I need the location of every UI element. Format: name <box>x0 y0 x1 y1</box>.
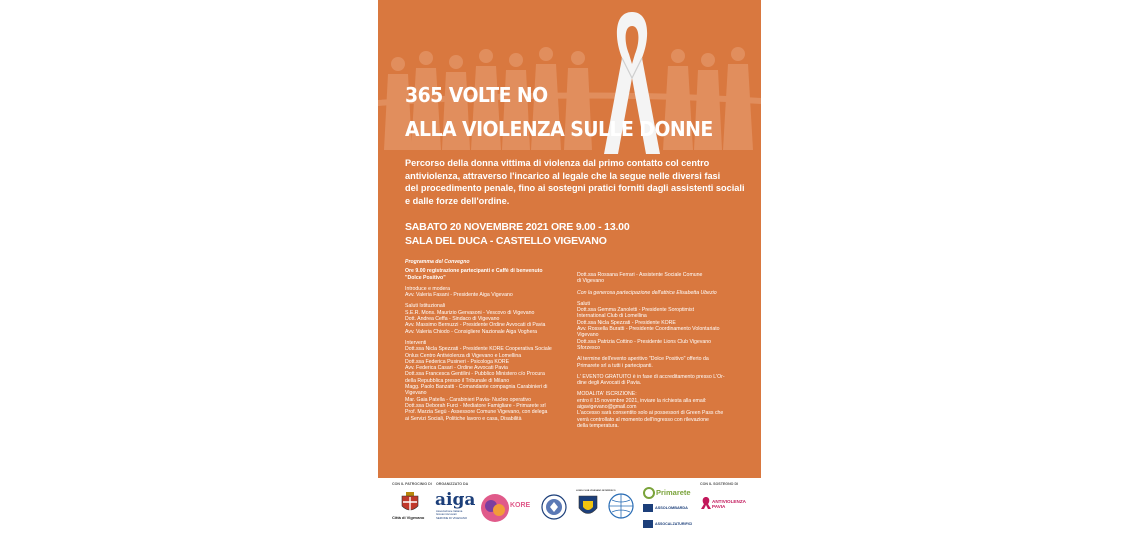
lions-club-label: LIONS CLUB VIGEVANO SFORZESCO <box>576 490 616 492</box>
assolombarda-mark-icon <box>643 504 653 512</box>
poster-title-line1: 365 VOLTE NO <box>405 83 548 107</box>
event-venue: SALA DEL DUCA - CASTELLO VIGEVANO <box>405 235 607 247</box>
vigevano-crest-logo <box>400 492 420 514</box>
program-line: Avv. Valeria Chiodo - Consigliere Nazionale Aiga Voghera <box>405 328 538 335</box>
primarete-logo: Primarete <box>656 488 691 497</box>
program-line: L' EVENTO GRATUITO è in fase di accreditamento presso L'Or- <box>577 373 725 380</box>
antiviolenza-ribbon-icon <box>701 496 711 510</box>
program-line: Dott.ssa Deborah Furci - Mediatore Famigliare - Primarete srl <box>405 402 546 409</box>
program-block <box>577 374 747 387</box>
program-line: "Dolce Positivo" <box>405 274 446 281</box>
program-line: Saluti Istituzionali <box>405 303 446 310</box>
antiviolenza-logo: ANTIVIOLENZA PAVIA <box>712 499 746 510</box>
program-line: Saluti <box>577 300 590 307</box>
organizer-label: ORGANIZZATO DA <box>436 482 469 486</box>
patronage-label: CON IL PATROCINIO DI <box>392 482 432 486</box>
intro-paragraph: Percorso della donna vittima di violenza dal primo contatto col centro antiviolenza, attraverso l'incarico al legale che la segue nelle diversi fasi del procedimento penale, fino ai sostegni pratici forniti dagli assistenti sociali e dalle forze dell'ordine. <box>405 158 745 206</box>
program-line: Mar. Gaia Patella - Carabinieri Pavia- Nucleo operativo <box>405 396 531 403</box>
program-block <box>405 268 575 281</box>
program-block <box>405 286 575 299</box>
poster-title-line2: ALLA VIOLENZA SULLE DONNE <box>405 117 713 141</box>
program-line: Interventi <box>405 339 427 346</box>
aiga-subtitle: Associazione Italiana Giovani Avvocati SEZIONE DI VIGEVANO <box>436 509 468 520</box>
sponsor-footer <box>378 478 761 540</box>
program-block <box>577 290 747 296</box>
program-block <box>405 303 575 334</box>
program-line: Ore 9.00 registrazione partecipanti e Caffè di benvenuto <box>405 268 543 275</box>
event-date: SABATO 20 NOVEMBRE 2021 ORE 9.00 - 13.00 <box>405 221 630 233</box>
program-heading: Programma del Convegno <box>405 259 470 265</box>
program-line: verrà controllato al momento dell'ingresso con rilevazione <box>577 416 709 423</box>
program-block <box>577 272 747 285</box>
round-seal-logo <box>541 494 567 520</box>
event-poster <box>378 0 761 478</box>
globe-logo <box>608 493 634 521</box>
program-right-column <box>577 272 747 434</box>
shield-logo <box>578 495 598 519</box>
program-line: aigavigevano@gmail.com <box>577 404 637 411</box>
program-line: dine degli Avvocati di Pavia. <box>577 380 642 387</box>
program-line: Avv. Federica Casari - Ordine Avvocati Pavia <box>405 365 508 372</box>
program-block <box>577 301 747 351</box>
program-line: Dott.ssa Rossana Ferrari - Assistente Sociale Comune <box>577 272 703 278</box>
program-line: della temperatura. <box>577 422 619 429</box>
program-line: Con la generosa partecipazione dell'attrice Elisabetta Ubezio <box>577 289 717 296</box>
program-line: Dott. Andrea Ceffa - Sindaco di Vigevano <box>405 316 500 323</box>
program-block <box>577 356 747 369</box>
program-line: S.E.R. Mons. Maurizio Gervasoni - Vescovo di Vigevano <box>405 309 535 316</box>
program-line: della Repubblica presso il Tribunale di Milano <box>405 377 510 384</box>
program-line: Dott.ssa Patrizia Cottino - Presidente Lions Club Vigevano <box>577 338 711 345</box>
program-line: L'accesso sarà consentito solo ai possessori di Green Pass che <box>577 410 724 417</box>
program-line: Avv. Valeria Fasani - Presidente Aiga Vigevano <box>405 292 513 299</box>
program-line: entro il 15 novembre 2021, inviare la richiesta alla email: <box>577 397 707 404</box>
program-line: Vigevano <box>577 332 599 339</box>
program-line: Onlus Centro Antiviolenza di Vigevano e Lomellina <box>405 352 522 359</box>
program-line: Dott.ssa Francesca Gentilini - Pubblico Ministero c/o Procura <box>405 371 545 378</box>
program-line: Dott.ssa Nicla Spezzati - Presidente KORE Cooperativa Sociale <box>405 346 552 353</box>
program-line: Dott.ssa Nicla Spezzati - Presidente KORE <box>577 319 676 326</box>
program-line: Primarete srl a tutti i partecipanti. <box>577 362 653 369</box>
program-line: Avv. Massimo Bernuzzi - Presidente Ordine Avvocati di Pavia <box>405 322 546 329</box>
program-line: ai Servizi Sociali, Politiche lavoro e casa, Disabilità <box>405 415 522 422</box>
primarete-mark-icon <box>643 487 655 499</box>
aiga-logo: aiga <box>435 490 476 510</box>
program-line: Al termine dell'evento aperitivo "Dolce Positivo" offerto da <box>577 356 709 363</box>
assocalzaturifici-mark-icon <box>643 520 653 528</box>
assocalzaturifici-logo: ASSOCALZATURIFICI <box>655 522 693 526</box>
support-label: CON IL SOSTEGNO DI <box>700 482 739 486</box>
program-line: Avv. Rossella Buratti - Presidente Coordinamento Volontariato <box>577 326 720 333</box>
program-line: Sforzesco <box>577 344 601 351</box>
program-line: International Club di Lomellina <box>577 313 647 320</box>
program-line: Magg. Paolo Banzatti - Comandante compagnia Carabinieri di <box>405 384 548 391</box>
assolombarda-logo: ASSOLOMBARDA <box>655 506 688 510</box>
program-line: Prof. Marzia Segù - Assessore Comune Vigevano, con delega <box>405 409 548 416</box>
program-left-column <box>405 259 575 427</box>
program-block <box>405 340 575 422</box>
program-line: Vigevano <box>405 390 427 397</box>
city-name: Città di Vigevano <box>392 515 425 520</box>
kore-logo: KORE <box>510 502 531 509</box>
program-block <box>577 391 747 429</box>
program-line: Dott.ssa Gemma Zanoletti - Presidente Soroptimist <box>577 307 695 314</box>
program-line: MODALITA' ISCRIZIONE: <box>577 391 637 398</box>
program-line: di Vigevano <box>577 278 605 285</box>
program-line: Dott.ssa Federica Pusineri - Psicologa KORE <box>405 358 510 365</box>
program-line: Introduce e modera <box>405 285 450 292</box>
kore-emblem-logo <box>480 493 510 523</box>
